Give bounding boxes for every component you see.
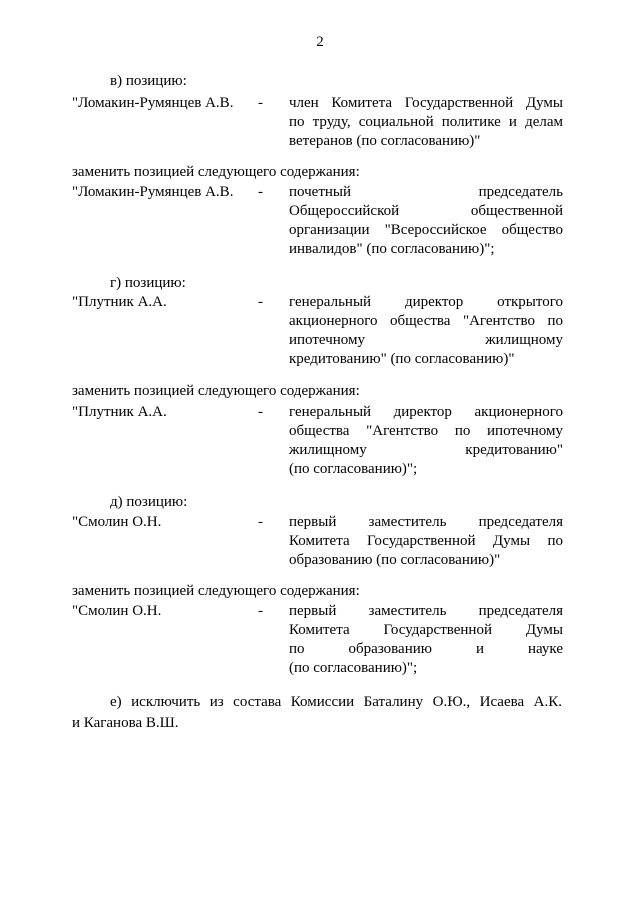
description-line: член Комитета Государственной Думы <box>289 95 563 111</box>
entry-name: "Плутник А.А. <box>72 294 167 310</box>
description-line: первый заместитель председателя <box>289 603 563 619</box>
replace-instruction: заменить позицией следующего содержания: <box>72 583 360 599</box>
description-line: почетный председатель <box>289 184 563 200</box>
entry-name: "Плутник А.А. <box>72 404 167 420</box>
description-line: Комитета Государственной Думы <box>289 622 563 638</box>
description-line: ветеранов (по согласованию)" <box>289 133 481 149</box>
description-line: организации "Всероссийское общество <box>289 222 563 238</box>
entry-name: "Ломакин-Румянцев А.В. <box>72 95 234 111</box>
description-line: общества "Агентство по ипотечному <box>289 423 563 439</box>
entry-description <box>289 183 563 259</box>
entry-dash: - <box>258 95 263 111</box>
description-line: по образованию и науке <box>289 641 563 657</box>
section-intro: в) позицию: <box>110 73 187 89</box>
final-paragraph <box>72 692 562 734</box>
replace-instruction: заменить позицией следующего содержания: <box>72 383 360 399</box>
entry-dash: - <box>258 184 263 200</box>
description-line: инвалидов" (по согласованию)"; <box>289 241 495 257</box>
entry-description <box>289 403 563 479</box>
entry-name: "Смолин О.Н. <box>72 514 162 530</box>
description-line: ипотечному жилищному <box>289 332 563 348</box>
description-line: Общероссийской общественной <box>289 203 563 219</box>
page-number: 2 <box>316 34 324 50</box>
description-line: по труду, социальной политике и делам <box>289 114 563 130</box>
section-intro: д) позицию: <box>110 494 188 510</box>
section-intro: г) позицию: <box>110 275 186 291</box>
entry-description <box>289 293 563 369</box>
replace-instruction: заменить позицией следующего содержания: <box>72 164 360 180</box>
entry-dash: - <box>258 514 263 530</box>
description-line: генеральный директор акционерного <box>289 404 563 420</box>
entry-dash: - <box>258 294 263 310</box>
entry-description <box>289 513 563 570</box>
entry-description <box>289 94 563 151</box>
entry-name: "Смолин О.Н. <box>72 603 162 619</box>
paragraph-line: е) исключить из состава Комиссии Баталину О.Ю., Исаева А.К. <box>110 694 562 710</box>
entry-dash: - <box>258 603 263 619</box>
description-line: образованию (по согласованию)" <box>289 552 501 568</box>
description-line: (по согласованию)"; <box>289 461 418 477</box>
entry-dash: - <box>258 404 263 420</box>
entry-description <box>289 602 563 678</box>
description-line: генеральный директор открытого <box>289 294 563 310</box>
entry-name: "Ломакин-Румянцев А.В. <box>72 184 234 200</box>
description-line: жилищному кредитованию" <box>289 442 563 458</box>
paragraph-line: и Каганова В.Ш. <box>72 715 179 731</box>
description-line: (по согласованию)"; <box>289 660 418 676</box>
description-line: Комитета Государственной Думы по <box>289 533 563 549</box>
description-line: акционерного общества "Агентство по <box>289 313 563 329</box>
description-line: первый заместитель председателя <box>289 514 563 530</box>
description-line: кредитованию" (по согласованию)" <box>289 351 515 367</box>
